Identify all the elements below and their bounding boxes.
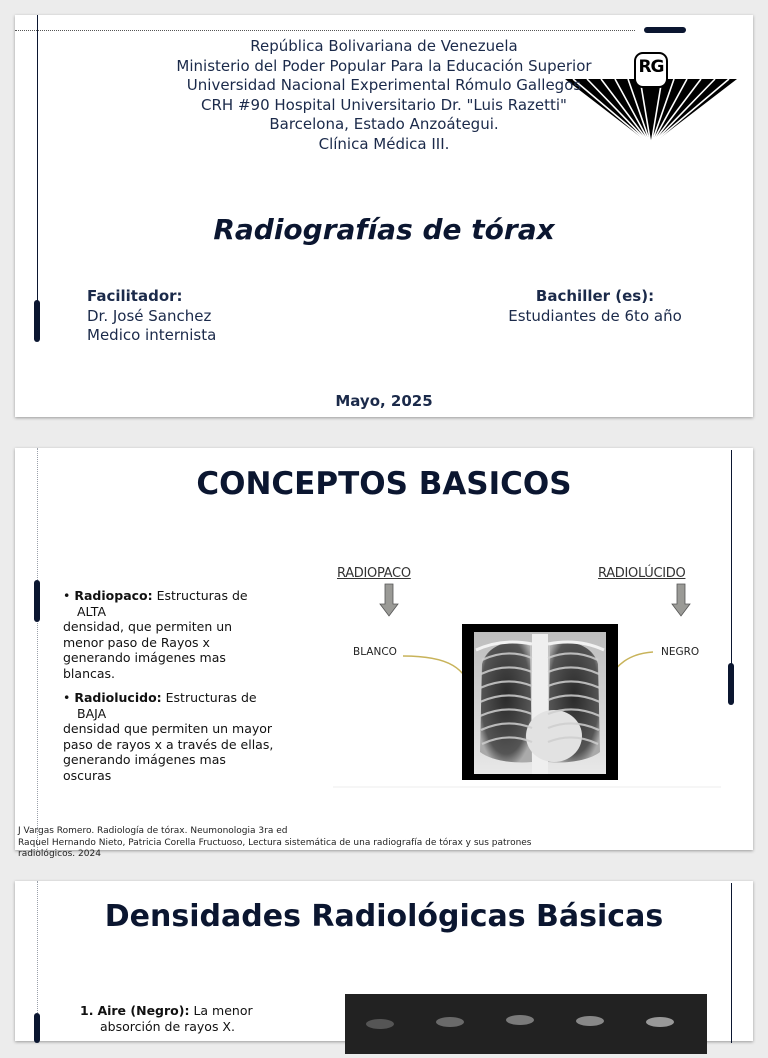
- institution-header: [15, 37, 753, 154]
- left-accent-bar: [34, 580, 40, 622]
- bullet-text: densidad que permiten un mayor: [63, 721, 273, 736]
- density-term: Aire (Negro):: [97, 1003, 190, 1018]
- left-accent-bar: [34, 1013, 40, 1043]
- left-dotted-rule: [37, 448, 38, 850]
- density-list: [80, 1003, 320, 1034]
- negro-label: NEGRO: [661, 646, 700, 658]
- density-image: [345, 994, 707, 1054]
- blanco-label: BLANCO: [353, 646, 397, 658]
- chest-xray-image: [462, 624, 618, 780]
- presentation-date: Mayo, 2025: [335, 392, 433, 410]
- bullet-text: Estructuras de: [161, 690, 257, 705]
- top-accent-bar: [644, 27, 686, 33]
- bullet-text: BAJA: [77, 705, 107, 721]
- slide-title: Densidades Radiológicas Básicas: [104, 899, 664, 934]
- bullet-item-radiopaco: • Radiopaco: Estructuras de ALTA densidad, que permiten un menor paso de Rayos x generando imágenes mas blancas.: [63, 588, 303, 681]
- students-value: Estudiantes de 6to año: [508, 306, 682, 325]
- header-line: Barcelona, Estado Anzoátegui.: [269, 115, 499, 133]
- header-line: CRH #90 Hospital Universitario Dr. "Luis Razetti": [201, 95, 567, 114]
- top-dotted-rule: [15, 30, 635, 31]
- reference-line: radiológicos. 2024: [18, 849, 101, 859]
- density-text: absorción de rayos X.: [100, 1018, 235, 1034]
- density-text: La menor: [189, 1003, 253, 1018]
- densities-slide[interactable]: [15, 881, 753, 1041]
- facilitator-role: Medico internista: [87, 326, 217, 344]
- references: [18, 826, 658, 861]
- bullet-list: [63, 588, 303, 783]
- bullet-term: Radiolucido:: [74, 690, 162, 705]
- slide-title: CONCEPTOS BASICOS: [196, 466, 572, 502]
- bullet-text: densidad, que permiten un: [63, 619, 233, 634]
- radiolucido-label: RADIOLÚCIDO: [598, 566, 686, 581]
- concepts-slide[interactable]: [15, 448, 753, 859]
- list-number: 1.: [80, 1003, 94, 1018]
- students-label: Bachiller (es):: [535, 287, 655, 305]
- xray-illustration: [462, 624, 618, 780]
- bullet-text: menor paso de Rayos x: [63, 634, 210, 650]
- bullet-text: generando imágenes mas: [63, 752, 226, 767]
- bullet-text: oscuras: [63, 767, 112, 783]
- left-accent-bar: [34, 300, 40, 342]
- density-cylinders: [345, 994, 707, 1054]
- students-block: [485, 287, 705, 326]
- presentation-title: Radiografías de tórax: [213, 213, 555, 246]
- radiopaco-label: RADIOPACO: [337, 566, 411, 581]
- logo-monogram: RG: [638, 57, 664, 77]
- reference-line: J Vargas Romero. Radiología de tórax. Neumonologia 3ra ed: [18, 826, 288, 836]
- title-slide[interactable]: [15, 15, 753, 417]
- bullet-text: blancas.: [63, 665, 116, 681]
- density-item-air: [80, 1003, 320, 1019]
- facilitator-name: Dr. José Sanchez: [87, 306, 212, 325]
- header-line: Clínica Médica III.: [318, 134, 450, 153]
- bullet-text: paso de rayos x a través de ellas,: [63, 736, 274, 752]
- bullet-text: ALTA: [77, 603, 107, 619]
- bullet-text: generando imágenes mas: [63, 650, 226, 665]
- bullet-text: Estructuras de: [152, 588, 248, 603]
- bullet-term: Radiopaco:: [74, 588, 153, 603]
- reference-line: Raquel Hernando Nieto, Patricia Corella Fructuoso, Lectura sistemática de una radiografía de tórax y sus patrones: [18, 837, 532, 848]
- facilitator-label: Facilitador:: [87, 287, 183, 305]
- header-line: República Bolivariana de Venezuela: [250, 37, 518, 55]
- right-accent-bar: [728, 663, 734, 705]
- header-line: Universidad Nacional Experimental Rómulo Gallegos: [186, 76, 582, 94]
- xray-figure: [333, 560, 721, 788]
- header-line: Ministerio del Poder Popular Para la Educación Superior: [176, 56, 592, 75]
- bullet-item-radiolucido: • Radiolucido: Estructuras de BAJA densidad que permiten un mayor paso de rayos x a través de ellas, generando imágenes mas oscuras: [63, 690, 303, 783]
- facilitator-block: [87, 287, 216, 346]
